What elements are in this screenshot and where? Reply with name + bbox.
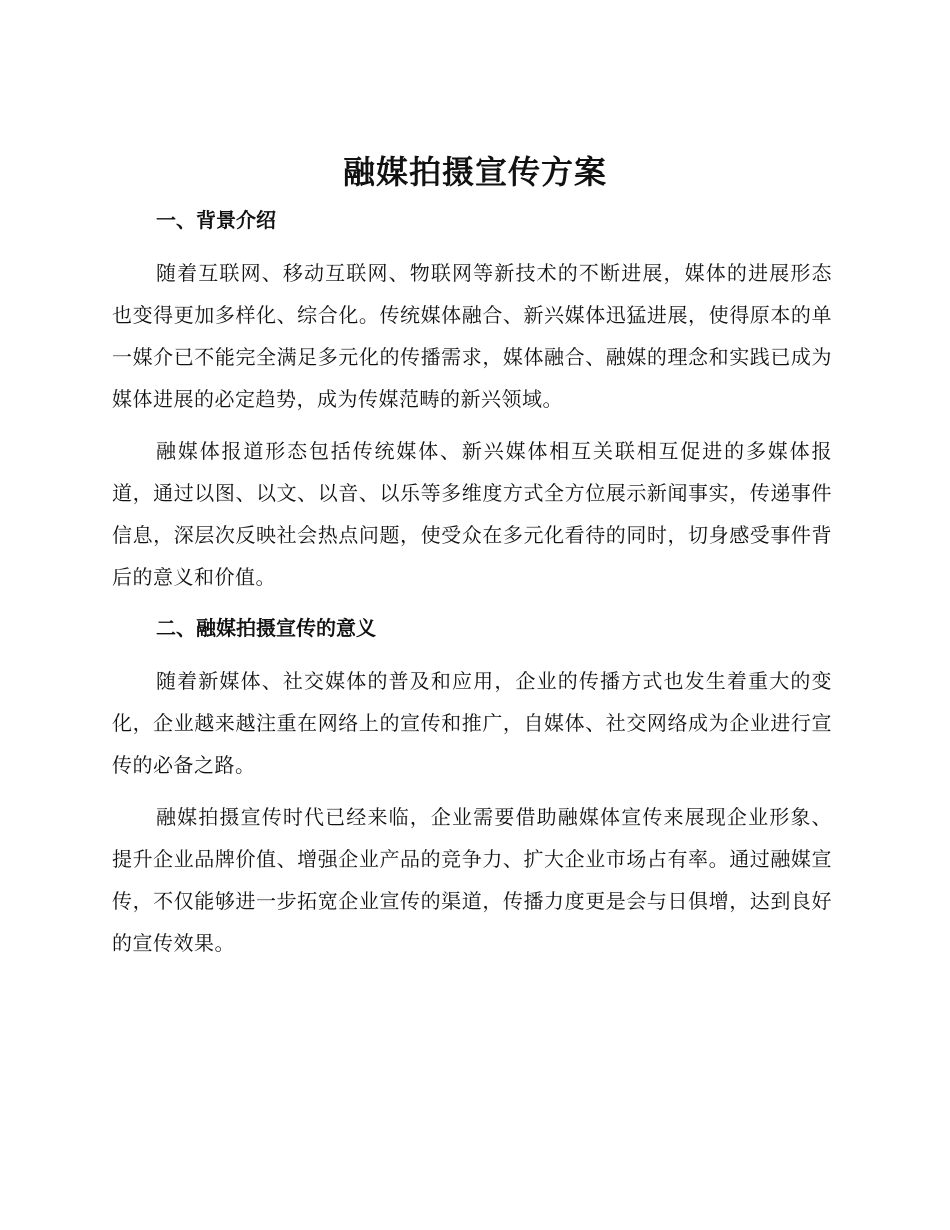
- document-title: 融媒拍摄宣传方案: [342, 153, 607, 191]
- section-heading: 一、背景介绍: [156, 208, 276, 232]
- paragraph: 随着互联网、移动互联网、物联网等新技术的不断进展，媒体的进展形态也变得更加多样化、综合化。传统媒体融合、新兴媒体迅猛进展，使得原本的单一媒介已不能完全满足多元化的传播需求，媒体融合、融媒的理念和实践已成为媒体进展的必定趋势，成为传媒范畴的新兴领域。: [112, 261, 832, 411]
- paragraph: 随着新媒体、社交媒体的普及和应用，企业的传播方式也发生着重大的变化，企业越来越注重在网络上的宣传和推广，自媒体、社交网络成为企业进行宣传的必备之路。: [112, 669, 832, 777]
- document-body: [112, 202, 832, 964]
- section-background: [112, 202, 832, 598]
- section-heading: 二、融媒拍摄宣传的意义: [156, 616, 376, 640]
- paragraph: 融媒拍摄宣传时代已经来临，企业需要借助融媒体宣传来展现企业形象、提升企业品牌价值、增强企业产品的竞争力、扩大企业市场占有率。通过融媒宣传，不仅能够进一步拓宽企业宣传的渠道，传播力度更是会与日俱增，达到良好的宣传效果。: [112, 805, 832, 955]
- paragraph: 融媒体报道形态包括传统媒体、新兴媒体相互关联相互促进的多媒体报道，通过以图、以文、以音、以乐等多维度方式全方位展示新闻事实，传递事件信息，深层次反映社会热点问题，使受众在多元化看待的同时，切身感受事件背后的意义和价值。: [112, 439, 832, 589]
- section-significance: [112, 610, 832, 964]
